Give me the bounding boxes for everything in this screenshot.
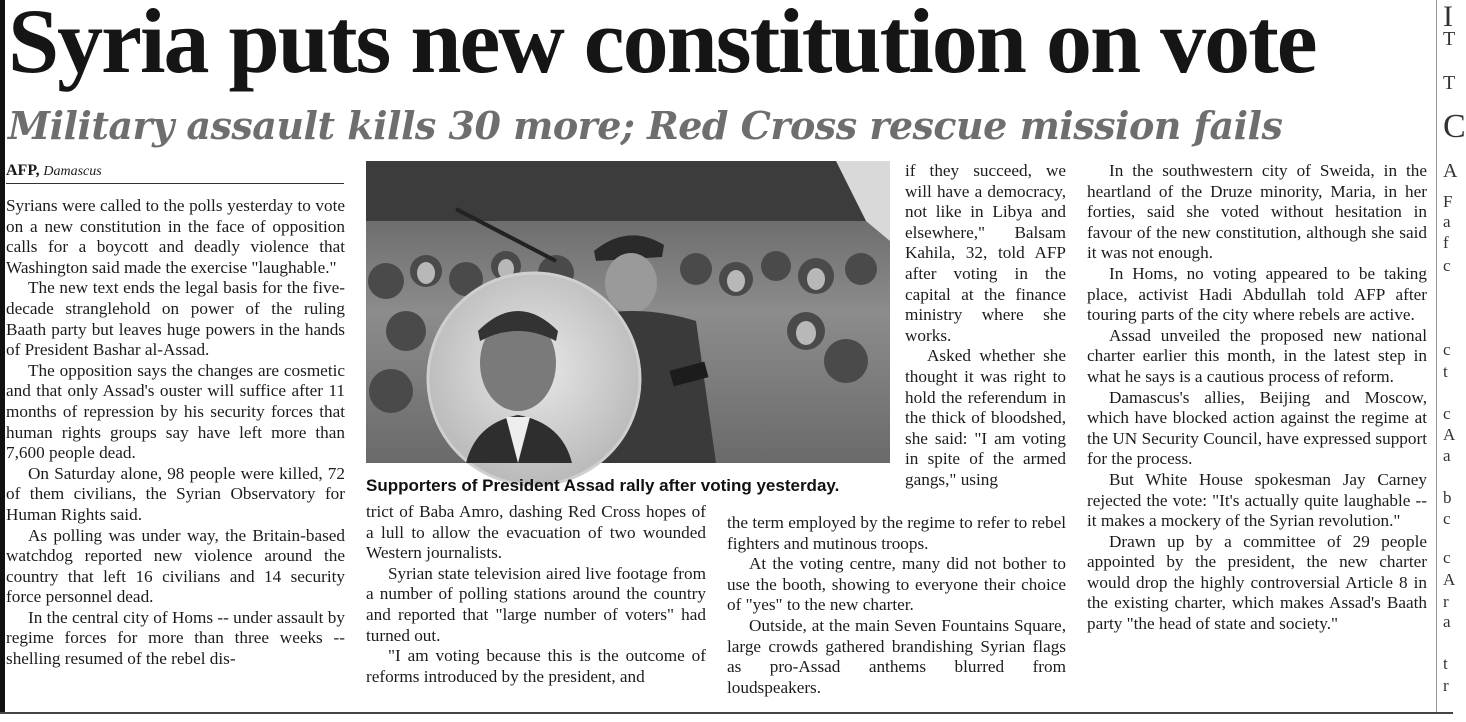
clipped-letter: c [1443,548,1451,567]
clipped-letter: a [1443,446,1451,465]
paragraph: At the voting centre, many did not bother to use the booth, showing to everyone their choice of "yes" to the new charter. [727,554,1066,615]
paragraph: The opposition says the changes are cosmetic and that only Assad's ouster will suffice after 11 months of repression by his security forces that human rights groups say have left more than 7,600 people dead. [6,360,345,463]
paragraph: the term employed by the regime to refer to rebel fighters and mutinous troops. [727,513,1066,553]
byline-agency: AFP, [6,162,40,179]
clipped-letter: c [1443,340,1451,359]
clipped-letter: b [1443,488,1452,507]
article-column-4 [1087,161,1427,635]
paragraph: Asked whether she thought it was right to hold the referendum in the thick of bloodshed, she said: "I am voting in spite of the armed gangs," using [905,346,1066,489]
clipped-letter: A [1443,425,1456,444]
clipped-letter: t [1443,654,1448,673]
clipped-letter: t [1443,362,1448,381]
paragraph: Assad unveiled the proposed new national charter earlier this month, in the latest step in what he says is a cautious process of reform. [1087,325,1427,386]
paragraph: Damascus's allies, Beijing and Moscow, which have blocked action against the regime at the UN Security Council, have expressed support for the process. [1087,387,1427,469]
rally-photo-illustration [366,161,890,463]
article-column-3-upper [905,161,1066,491]
paragraph: As polling was under way, the Britain-based watchdog reported new violence around the country that left 16 civilians and 14 security force personnel dead. [6,525,345,607]
clipped-letter: a [1443,612,1451,631]
paragraph: In Homs, no voting appeared to be taking place, activist Hadi Abdullah told AFP after touring parts of the city where rebels are active. [1087,263,1427,325]
paragraph: In the southwestern city of Sweida, in the heartland of the Druze minority, Maria, in her forties, said she voted without hesitation in favour of the new constitution, although she said it was not enough. [1087,161,1427,263]
paragraph: Syrians were called to the polls yesterday to vote on a new constitution in the face of opposition calls for a boycott and deadly violence that Washington said made the exercise "laughable." [6,196,345,277]
clipped-letter: A [1443,570,1456,589]
subheadline: Military assault kills 30 more; Red Cross rescue mission fails [8,103,1283,148]
paragraph: But White House spokesman Jay Carney rejected the vote: "It's actually quite laughable -- it makes a mockery of the Syrian revolution." [1087,469,1427,531]
photo-caption: Supporters of President Assad rally after voting yesterday. [366,476,840,495]
adjacent-article-fragment [1436,0,1466,712]
clipped-letter: c [1443,404,1451,423]
paragraph: Drawn up by a committee of 29 people appointed by the president, the new charter would drop the highly controversial Article 8 in the existing charter, which makes Assad's Baath party "the head of state and society." [1087,531,1427,634]
clipped-letter: c [1443,509,1451,528]
paragraph: In the central city of Homs -- under assault by regime forces for more than three weeks -- shelling resumed of the rebel dis- [6,607,345,669]
clipped-letter: c [1443,256,1451,275]
news-photo [366,161,890,463]
byline [6,160,344,184]
clipped-letter: A [1443,160,1458,182]
left-margin-rule [0,0,5,712]
clipped-letter: I [1443,0,1453,33]
clipped-letter: r [1443,592,1449,611]
paragraph: Outside, at the main Seven Fountains Square, large crowds gathered brandishing Syrian flags as pro-Assad anthems blurred from loudspeakers. [727,615,1066,697]
headline: Syria puts new constitution on vote [8,0,1316,92]
clipped-letter: f [1443,233,1449,252]
article-column-2 [366,502,706,687]
paragraph: "I am voting because this is the outcome of reforms introduced by the president, and [366,646,706,686]
clipped-letter: T [1443,72,1456,94]
paragraph: if they succeed, we will have a democracy, not like in Libya and elsewhere," Balsam Kahila, 32, told AFP after voting in the capital at the finance ministry where she works. [905,161,1066,345]
article-column-3-lower [727,513,1066,698]
paragraph: The new text ends the legal basis for the five-decade stranglehold on power of the ruling Baath party but leaves huge powers in the hands of President Bashar al-Assad. [6,278,345,360]
clipped-letter: r [1443,676,1449,695]
clipped-letter: F [1443,192,1453,211]
paragraph: Syrian state television aired live footage from a number of polling stations around the country and reported that "large number of voters" had turned out. [366,563,706,645]
clipped-letter: a [1443,212,1451,231]
clipped-letter: T [1443,28,1456,50]
article-column-1 [6,196,345,670]
paragraph: On Saturday alone, 98 people were killed, 72 of them civilians, the Syrian Observatory for Human Rights said. [6,463,345,524]
clipped-letter: C [1443,108,1466,145]
paragraph: trict of Baba Amro, dashing Red Cross hopes of a lull to allow the evacuation of two wounded Western journalists. [366,502,706,563]
byline-place: Damascus [43,164,102,179]
bottom-rule [0,712,1453,714]
